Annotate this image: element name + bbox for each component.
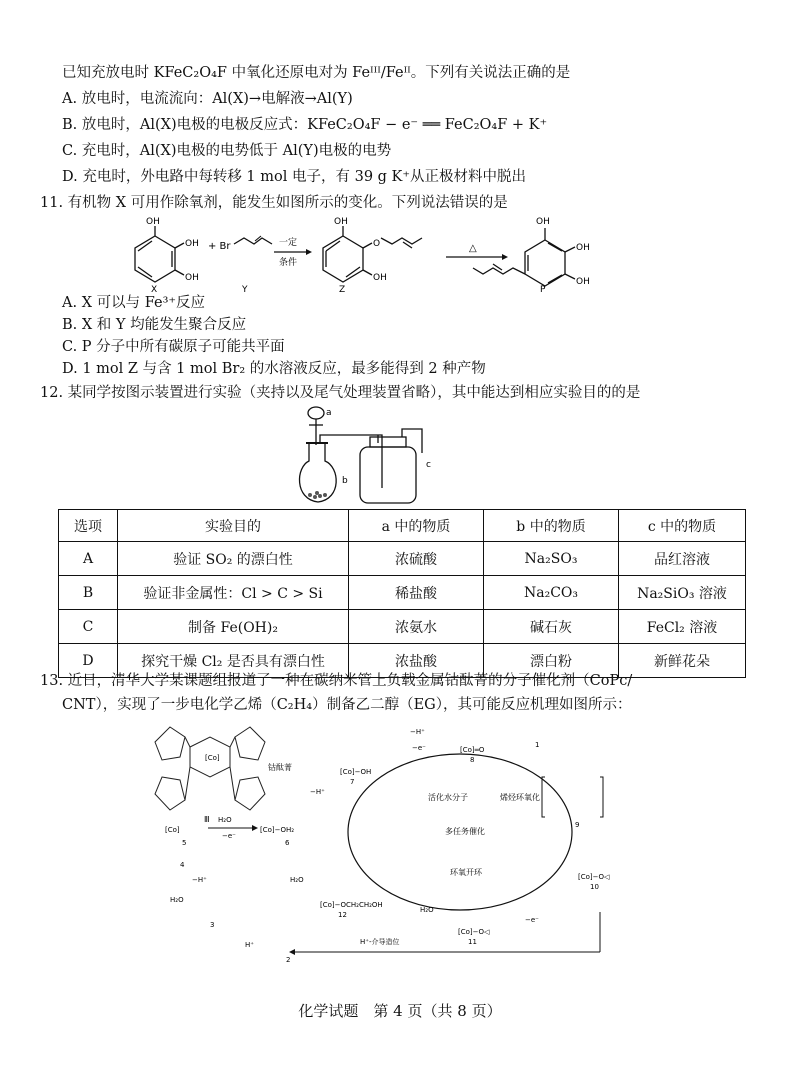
cell: 稀盐酸 — [349, 576, 484, 610]
label-1: 1 — [535, 741, 540, 749]
q10-option-d: D. 充电时，外电路中每转移 1 mol 电子，有 39 g K⁺从正极材料中脱出 — [62, 169, 527, 185]
label-10: 10 — [590, 883, 599, 891]
h2o-label-1: H₂O — [218, 816, 232, 824]
species-11: [Co]−O◁ — [458, 928, 490, 936]
cell: A — [59, 542, 118, 576]
center-label-2: 烯烃环氧化 — [500, 793, 540, 802]
center-label-4: 环氧开环 — [450, 868, 482, 877]
cell: Na₂CO₃ — [484, 576, 619, 610]
label-z: Z — [339, 285, 346, 294]
roman-label: Ⅲ — [204, 815, 210, 824]
cell: FeCl₂ 溶液 — [619, 610, 746, 644]
q11-option-a: A. X 可以与 Fe³⁺反应 — [62, 295, 206, 311]
center-label-1: 活化水分子 — [428, 793, 468, 802]
label-y: Y — [242, 285, 248, 294]
table-row — [59, 610, 746, 644]
page-footer: 化学试题 第 4 页（共 8 页） — [298, 1002, 502, 1020]
h-plus-label-1: −H⁺ — [310, 788, 325, 796]
z-oh-top: OH — [334, 217, 348, 227]
label-11: 11 — [468, 938, 477, 946]
q11-option-d: D. 1 mol Z 与含 1 mol Br₂ 的水溶液反应，最多能得到 2 种产物 — [62, 361, 486, 377]
label-12: 12 — [338, 911, 347, 919]
h-plus-label-3: −H⁺ — [192, 876, 207, 884]
species-8: [Co]═O — [460, 746, 485, 754]
header-a: a 中的物质 — [349, 510, 484, 542]
z-oh-bottom: OH — [373, 273, 387, 283]
q12-apparatus — [290, 403, 450, 507]
h2o-label-3: H₂O — [290, 876, 304, 884]
h-plus-label-4: H⁺ — [245, 941, 254, 949]
cell: 新鲜花朵 — [619, 644, 746, 678]
species-10: [Co]−O◁ — [578, 873, 610, 881]
table-row — [59, 576, 746, 610]
q11-option-b: B. X 和 Y 均能发生聚合反应 — [62, 317, 247, 333]
q11-option-c: C. P 分子中所有碳原子可能共平面 — [62, 339, 285, 355]
label-2: 2 — [286, 956, 291, 964]
h-plus-label-2: −H⁺ — [410, 728, 425, 736]
q13-stem-line2: CNT），实现了一步电化学乙烯（C₂H₄）制备乙二醇（EG），其可能反应机理如图所示： — [62, 697, 632, 713]
compound-y-chain — [234, 238, 272, 244]
cell: 浓氨水 — [349, 610, 484, 644]
cell: Na₂SO₃ — [484, 542, 619, 576]
h2o-label-2: H₂O — [420, 906, 434, 914]
cell: B — [59, 576, 118, 610]
cell: 漂白粉 — [484, 644, 619, 678]
p-oh-bottom: OH — [576, 277, 590, 287]
bottom-label: H⁺-介导造位 — [360, 938, 400, 946]
apparatus-label-c: c — [426, 460, 431, 470]
apparatus-label-b: b — [342, 476, 348, 486]
x-oh-top: OH — [146, 217, 160, 227]
table-row — [59, 542, 746, 576]
header-b: b 中的物质 — [484, 510, 619, 542]
q10-stem: 已知充放电时 KFeC₂O₄F 中氧化还原电对为 Feᴵᴵᴵ/Feᴵᴵ。下列有关说法正确的是 — [62, 65, 571, 81]
q11-reaction-scheme — [100, 212, 700, 294]
p-oh-mid: OH — [576, 243, 590, 253]
species-5: [Co] — [165, 826, 180, 834]
x-oh-bottom: OH — [185, 273, 199, 283]
apparatus-label-a: a — [326, 408, 332, 418]
q13-stem-line1: 13. 近日，清华大学某课题组报道了一种在碳纳米管上负载金属钴酞菁的分子催化剂（CoPc/ — [40, 673, 633, 689]
q12-table — [58, 509, 746, 678]
q13-mechanism-diagram — [150, 722, 670, 972]
cell: C — [59, 610, 118, 644]
cell: 验证 SO₂ 的漂白性 — [118, 542, 349, 576]
compound-x-structure — [135, 226, 184, 282]
label-5: 5 — [182, 839, 187, 847]
center-label-3: 多任务催化 — [445, 827, 485, 836]
arrow2-heat: △ — [469, 243, 477, 254]
cobalt-phthalocyanine-structure — [155, 727, 265, 810]
q10-option-b: B. 放电时，Al(X)电极的电极反应式：KFeC₂O₄F − e⁻ ══ FeC₂O₄F + K⁺ — [62, 117, 548, 133]
label-8: 8 — [470, 756, 475, 764]
cell: 浓硫酸 — [349, 542, 484, 576]
cell: 验证非金属性：Cl > C > Si — [118, 576, 349, 610]
label-4: 4 — [180, 861, 185, 869]
header-c: c 中的物质 — [619, 510, 746, 542]
species-12: [Co]−OCH₂CH₂OH — [320, 901, 383, 909]
x-oh-mid: OH — [185, 239, 199, 249]
header-option: 选项 — [59, 510, 118, 542]
e-label-3: −e⁻ — [525, 916, 539, 924]
z-ether-o: O — [373, 239, 381, 249]
species-6: [Co]−OH₂ — [260, 826, 295, 834]
label-6: 6 — [285, 839, 290, 847]
cell: 制备 Fe(OH)₂ — [118, 610, 349, 644]
q12-stem: 12. 某同学按图示装置进行实验（夹持以及尾气处理装置省略），其中能达到相应实验目的的是 — [40, 385, 641, 401]
table-header-row — [59, 510, 746, 542]
cell: 探究干燥 Cl₂ 是否具有漂白性 — [118, 644, 349, 678]
arrow1-bottom: 条件 — [279, 258, 298, 268]
cell: D — [59, 644, 118, 678]
cell: 品红溶液 — [619, 542, 746, 576]
catalyst-name: 钴酞菁 — [268, 763, 292, 772]
cell: 碱石灰 — [484, 610, 619, 644]
label-7: 7 — [350, 778, 355, 786]
cell: 浓盐酸 — [349, 644, 484, 678]
q10-option-c: C. 充电时，Al(X)电极的电势低于 Al(Y)电极的电势 — [62, 143, 392, 159]
e-label-1: −e⁻ — [222, 832, 236, 840]
reagent-y-text: + Br — [208, 241, 231, 252]
q10-option-a: A. 放电时，电流流向：Al(X)→电解液→Al(Y) — [62, 91, 353, 107]
q11-stem: 11. 有机物 X 可用作除氧剂，能发生如图所示的变化。下列说法错误的是 — [40, 195, 508, 211]
label-3: 3 — [210, 921, 215, 929]
p-oh-top: OH — [536, 217, 550, 227]
co-center: [Co] — [205, 754, 220, 762]
h2o-label-4: H₂O — [170, 896, 184, 904]
species-7: [Co]−OH — [340, 768, 372, 776]
arrow1-top: 一定 — [279, 238, 298, 248]
e-label-2: −e⁻ — [412, 744, 426, 752]
label-x: X — [151, 285, 158, 294]
label-p: P — [540, 285, 546, 294]
header-purpose: 实验目的 — [118, 510, 349, 542]
cell: Na₂SiO₃ 溶液 — [619, 576, 746, 610]
label-9: 9 — [575, 821, 580, 829]
